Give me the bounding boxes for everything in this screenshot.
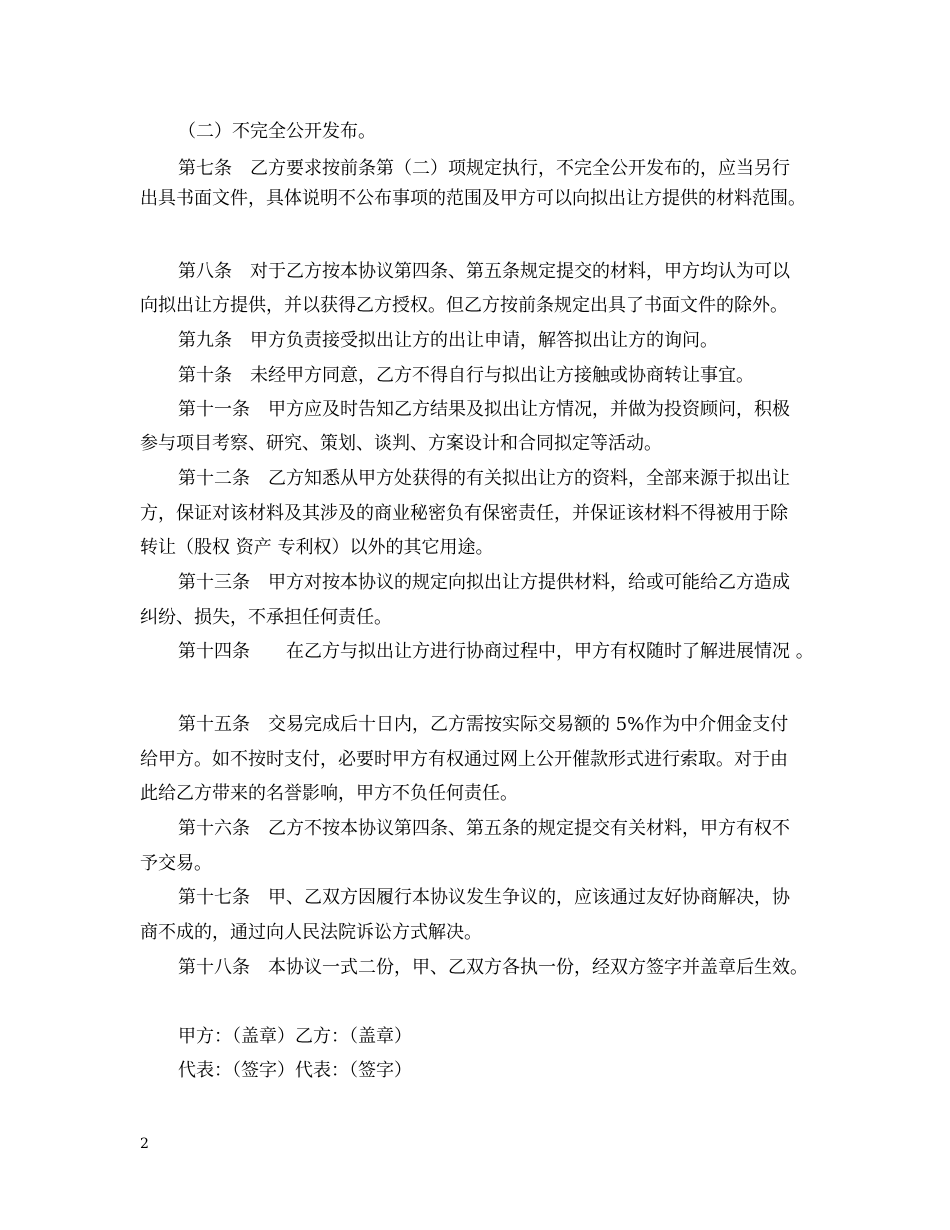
text-line: 方，保证对该材料及其涉及的商业秘密负有保密责任，并保证该材料不得被用于除 — [140, 503, 788, 524]
text-line: 此给乙方带来的名誉影响，甲方不负任何责任。 — [140, 783, 518, 804]
text-line: 出具书面文件，具体说明不公布事项的范围及甲方可以向拟出让方提供的材料范围。 — [140, 188, 806, 209]
text-line: 第九条 甲方负责接受拟出让方的出让申请，解答拟出让方的询问。 — [178, 330, 718, 351]
text-line: 第十一条 甲方应及时告知乙方结果及拟出让方情况，并做为投资顾问，积极 — [178, 399, 790, 420]
text-line: 参与项目考察、研究、策划、谈判、方案设计和合同拟定等活动。 — [140, 433, 662, 454]
text-line: 第七条 乙方要求按前条第（二）项规定执行，不完全公开发布的，应当另行 — [178, 158, 790, 179]
text-line: 第八条 对于乙方按本协议第四条、第五条规定提交的材料，甲方均认为可以 — [178, 261, 790, 282]
text-line: （二）不完全公开发布。 — [178, 121, 376, 142]
text-line: 商不成的，通过向人民法院诉讼方式解决。 — [140, 922, 482, 943]
text-line: 给甲方。如不按时支付，必要时甲方有权通过网上公开催款形式进行索取。对于由 — [140, 749, 788, 770]
text-line: 纠纷、损失，不承担任何责任。 — [140, 607, 392, 628]
text-line: 第十五条 交易完成后十日内，乙方需按实际交易额的 5%作为中介佣金支付 — [178, 714, 789, 735]
signature-representative-line: 代表：（签字）代表：（签字） — [178, 1060, 412, 1081]
text-line: 转让（股权 资产 专利权）以外的其它用途。 — [140, 537, 494, 558]
text-line: 第十二条 乙方知悉从甲方处获得的有关拟出让方的资料，全部来源于拟出让 — [178, 468, 790, 489]
text-line: 第十四条 在乙方与拟出让方进行协商过程中，甲方有权随时了解进展情况 。 — [178, 641, 814, 662]
text-line: 予交易。 — [140, 853, 212, 874]
text-line: 第十八条 本协议一式二份，甲、乙双方各执一份，经双方签字并盖章后生效。 — [178, 957, 808, 978]
text-line: 第十七条 甲、乙双方因履行本协议发生争议的，应该通过友好协商解决，协 — [178, 887, 790, 908]
text-line: 向拟出让方提供，并以获得乙方授权。但乙方按前条规定出具了书面文件的除外。 — [140, 295, 788, 316]
signature-party-line: 甲方：（盖章）乙方：（盖章） — [178, 1026, 412, 1047]
text-line: 第十六条 乙方不按本协议第四条、第五条的规定提交有关材料，甲方有权不 — [178, 818, 790, 839]
text-line: 第十条 未经甲方同意，乙方不得自行与拟出让方接触或协商转让事宜。 — [178, 365, 754, 386]
page-number: 2 — [140, 1136, 149, 1152]
text-line: 第十三条 甲方对按本协议的规定向拟出让方提供材料，给或可能给乙方造成 — [178, 572, 790, 593]
